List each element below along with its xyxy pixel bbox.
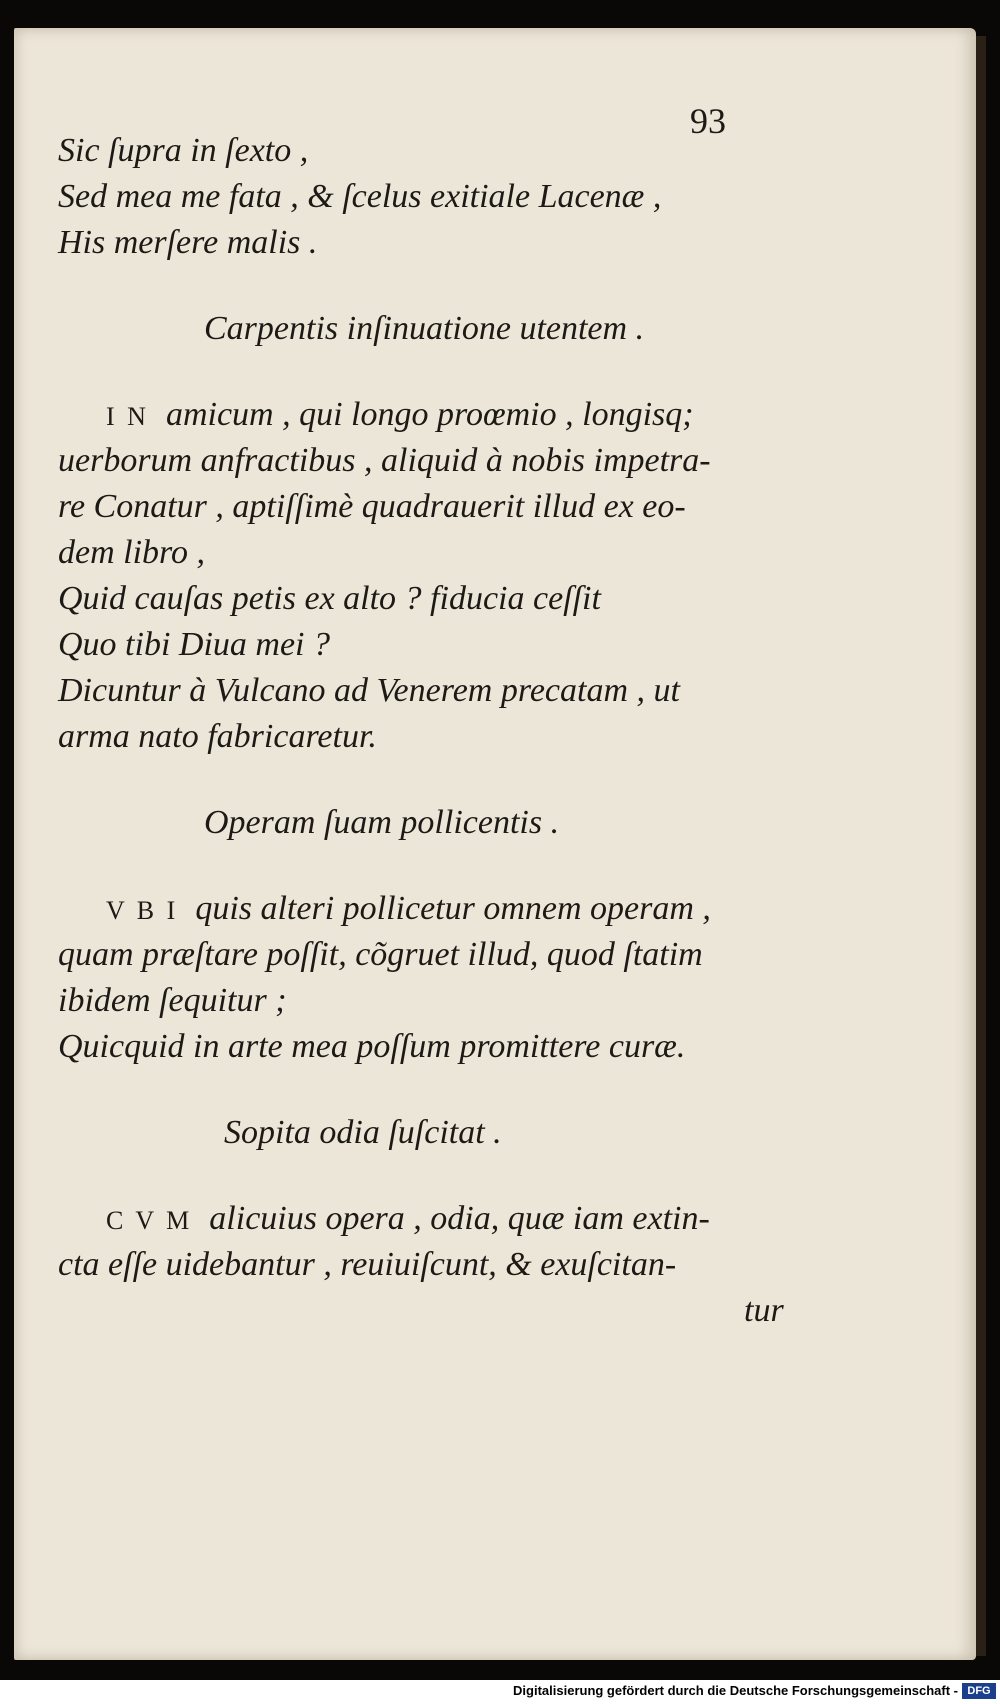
- text-line: His merſere malis .: [58, 224, 318, 261]
- initial-small-caps: C V M: [106, 1206, 193, 1235]
- section-heading: Carpentis inſinuatione utentem .: [204, 310, 645, 347]
- page-number: 93: [690, 101, 726, 141]
- text-line: dem libro ,: [58, 534, 206, 571]
- text-line: cta eſſe uidebantur , reuiuiſcunt, & exuſcitan-: [58, 1246, 677, 1283]
- text-line: re Conatur , aptiſſimè quadrauerit illud ex eo-: [58, 488, 686, 525]
- text-line: [106, 396, 694, 434]
- footer-bar: [0, 1680, 1000, 1704]
- text-line: Quicquid in arte mea poſſum promittere curæ.: [58, 1028, 686, 1065]
- text-line-body: amicum , qui longo proœmio , longisq;: [165, 396, 694, 433]
- text-line: [106, 890, 711, 928]
- catchword: tur: [744, 1292, 784, 1329]
- text-line: [106, 1200, 710, 1238]
- text-line: Sed mea me fata , & ſcelus exitiale Lacenæ ,: [58, 178, 662, 215]
- text-line-body: alicuius opera , odia, quæ iam extin-: [209, 1200, 710, 1237]
- page-edge: [976, 36, 986, 1656]
- footer-credit: Digitalisierung gefördert durch die Deutsche Forschungsgemeinschaft -: [513, 1683, 958, 1698]
- initial-small-caps: V B I: [106, 896, 179, 925]
- section-heading: Operam ſuam pollicentis .: [204, 804, 560, 841]
- text-line: ibidem ſequitur ;: [58, 982, 287, 1019]
- text-line: uerborum anfractibus , aliquid à nobis impetra-: [58, 442, 711, 479]
- text-line: Quid cauſas petis ex alto ? fiducia ceſſit: [58, 580, 601, 617]
- text-line: Quo tibi Diua mei ?: [58, 626, 330, 663]
- text-line: Sic ſupra in ſexto ,: [58, 132, 309, 169]
- book-page: [14, 28, 976, 1660]
- text-line: Dicuntur à Vulcano ad Venerem precatam , ut: [58, 672, 680, 709]
- text-line: quam præſtare poſſit, cõgruet illud, quod ſtatim: [58, 936, 703, 973]
- text-line: arma nato fabricaretur.: [58, 718, 377, 755]
- text-line-body: quis alteri pollicetur omnem operam ,: [195, 890, 711, 927]
- initial-small-caps: I N: [106, 402, 149, 431]
- section-heading: Sopita odia ſuſcitat .: [224, 1114, 502, 1151]
- dfg-logo: DFG: [962, 1683, 996, 1699]
